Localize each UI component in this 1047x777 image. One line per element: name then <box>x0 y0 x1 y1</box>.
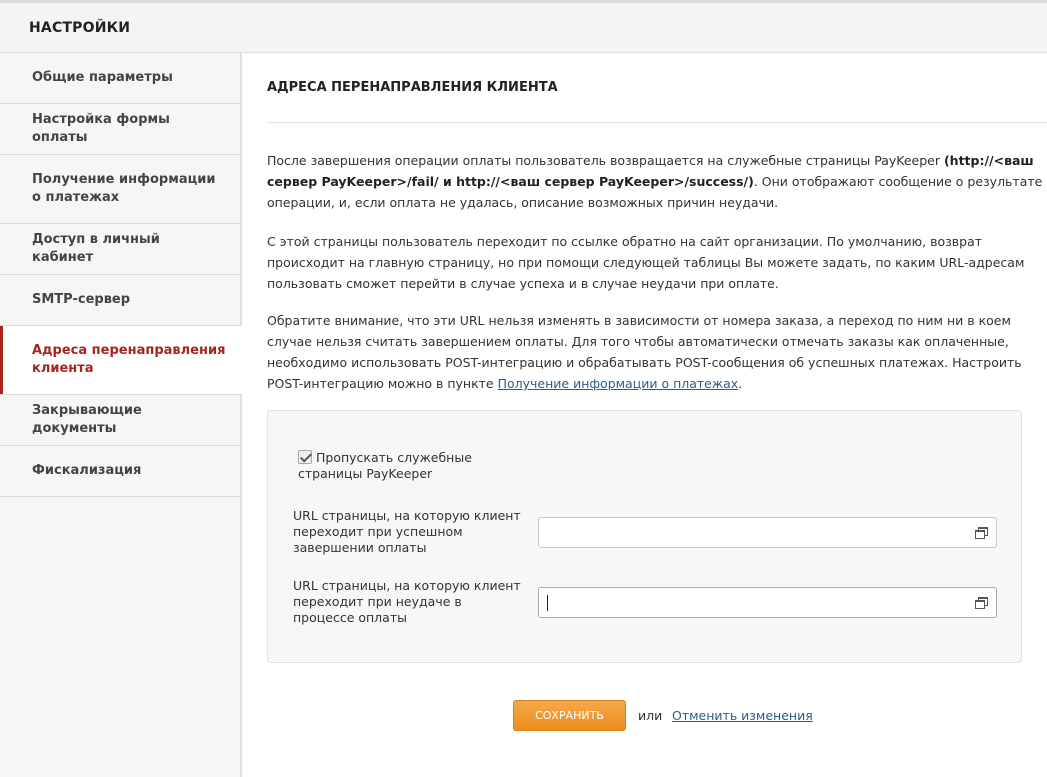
sidebar-item-smtp[interactable] <box>0 275 240 326</box>
skip-service-pages-row <box>298 450 538 482</box>
notice-end: . <box>738 376 743 391</box>
or-text: или <box>638 708 663 723</box>
text-cursor <box>547 595 548 611</box>
page-title: НАСТРОЙКИ <box>29 20 131 36</box>
sidebar-item-label: Настройка формы оплаты <box>32 112 170 145</box>
sidebar-item-label: SMTP-сервер <box>32 292 131 307</box>
notice-text: Обратите внимание, что эти URL нельзя изменять в зависимости от номера заказа, а переход по ним ни в коем случае нельзя считать завершением оплаты. Для того чтобы автоматически отмечать заказы как оплаченные, необходимо использовать POST-интеграцию и обрабатывать POST-сообщения об успешных платежах. Настроить POST-интеграцию можно в пункте <box>267 313 1022 391</box>
settings-sidebar <box>0 53 242 777</box>
sidebar-item-label: Фискализация <box>32 463 142 478</box>
sidebar-item-general[interactable] <box>0 53 240 104</box>
sidebar-item-redirect-urls[interactable] <box>0 326 242 395</box>
sidebar-item-label: Получение информации о платежах <box>32 172 216 205</box>
windows-icon <box>975 597 987 607</box>
sidebar-item-fiscalization[interactable] <box>0 446 240 497</box>
sidebar-item-closing-docs[interactable] <box>0 395 240 446</box>
sidebar-item-label: Доступ в личный кабинет <box>32 232 160 265</box>
sidebar-item-label: Адреса перенаправления клиента <box>32 343 226 376</box>
intro-paragraph <box>267 150 1047 213</box>
skip-service-pages-label[interactable]: Пропускать служебные страницы PayKeeper <box>298 450 472 481</box>
redirect-form-panel <box>267 410 1022 663</box>
default-redirect-paragraph: С этой страницы пользователь переходит по ссылке обратно на сайт организации. По умолчанию, возврат происходит на главную страницу, но при помощи следующей таблицы Вы можете задать, по каким URL-адресам пользовать сможет перейти в случае успеха и в случае неудачи при оплате. <box>267 234 1025 291</box>
sidebar-item-label: Закрывающие документы <box>32 403 142 436</box>
service-urls: (http://<ваш сервер PayKeeper>/fail/ и http://<ваш сервер PayKeeper>/success/) <box>267 153 1034 189</box>
notice-paragraph <box>267 310 1047 394</box>
fail-url-input[interactable] <box>538 587 997 618</box>
success-url-input[interactable] <box>538 517 997 548</box>
intro-text: После завершения операции оплаты пользователь возвращается на служебные страницы PayKeeper <box>267 153 944 168</box>
top-header <box>0 0 1047 53</box>
sidebar-item-label: Общие параметры <box>32 70 173 85</box>
sidebar-item-payment-info[interactable] <box>0 155 240 224</box>
save-button[interactable]: СОХРАНИТЬ <box>513 700 626 731</box>
divider <box>267 122 1047 123</box>
sidebar-item-cabinet-access[interactable] <box>0 224 240 275</box>
cancel-changes-link[interactable]: Отменить изменения <box>672 708 813 723</box>
section-title: АДРЕСА ПЕРЕНАПРАВЛЕНИЯ КЛИЕНТА <box>267 80 558 95</box>
intro-text-end: . Они отображают сообщение о результате операции, и, если оплата не удалась, описание возможных причин неудачи. <box>267 174 1043 210</box>
payment-info-link[interactable]: Получение информации о платежах <box>497 376 739 391</box>
skip-service-pages-checkbox[interactable] <box>298 450 312 464</box>
sidebar-item-payment-form[interactable] <box>0 104 240 155</box>
success-url-label: URL страницы, на которую клиент переходит при успешном завершении оплаты <box>293 508 521 555</box>
fail-url-label: URL страницы, на которую клиент переходит при неудаче в процессе оплаты <box>293 578 521 625</box>
windows-icon <box>975 527 987 537</box>
main-content <box>242 53 1047 777</box>
